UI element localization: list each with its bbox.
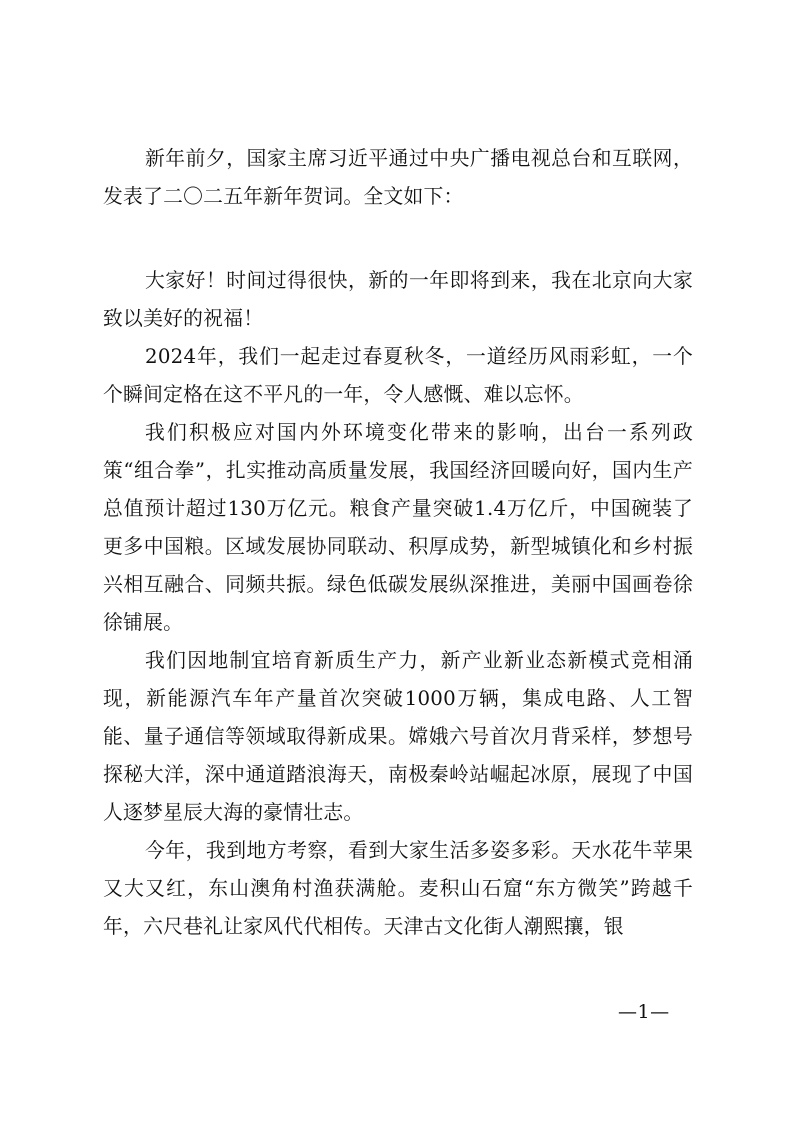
greeting-paragraph: 大家好！时间过得很快，新的一年即将到来，我在北京向大家致以美好的祝福！ [103,269,693,330]
intro-paragraph: 新年前夕，国家主席习近平通过中央广播电视总台和互联网，发表了二〇二五年新年贺词。全文如下： [103,147,693,208]
year-review-paragraph: 2024年，我们一起走过春夏秋冬，一道经历风雨彩虹，一个个瞬间定格在这不平凡的一年，令人感慨、难以忘怀。 [103,345,693,406]
document-body [103,140,693,946]
page-number: —1— [618,1001,670,1023]
local-visits-paragraph: 今年，我到地方考察，看到大家生活多姿多彩。天水花牛苹果又大又红，东山澳角村渔获满舱。麦积山石窟“东方微笑”跨越千年，六尺巷礼让家风代代相传。天津古文化街人潮熙攘，银 [103,839,693,938]
innovation-paragraph: 我们因地制宜培育新质生产力，新产业新业态新模式竞相涌现，新能源汽车年产量首次突破1000万辆，集成电路、人工智能、量子通信等领域取得新成果。嫦娥六号首次月背采样，梦想号探秘大洋，深中通道踏浪海天，南极秦岭站崛起冰原，展现了中国人逐梦星辰大海的豪情壮志。 [103,649,693,824]
economy-paragraph: 我们积极应对国内外环境变化带来的影响，出台一系列政策“组合拳”，扎实推动高质量发展，我国经济回暖向好，国内生产总值预计超过130万亿元。粮食产量突破1.4万亿斤，中国碗装了更多中国粮。区域发展协同联动、积厚成势，新型城镇化和乡村振兴相互融合、同频共振。绿色低碳发展纵深推进，美丽中国画卷徐徐铺展。 [103,421,693,634]
